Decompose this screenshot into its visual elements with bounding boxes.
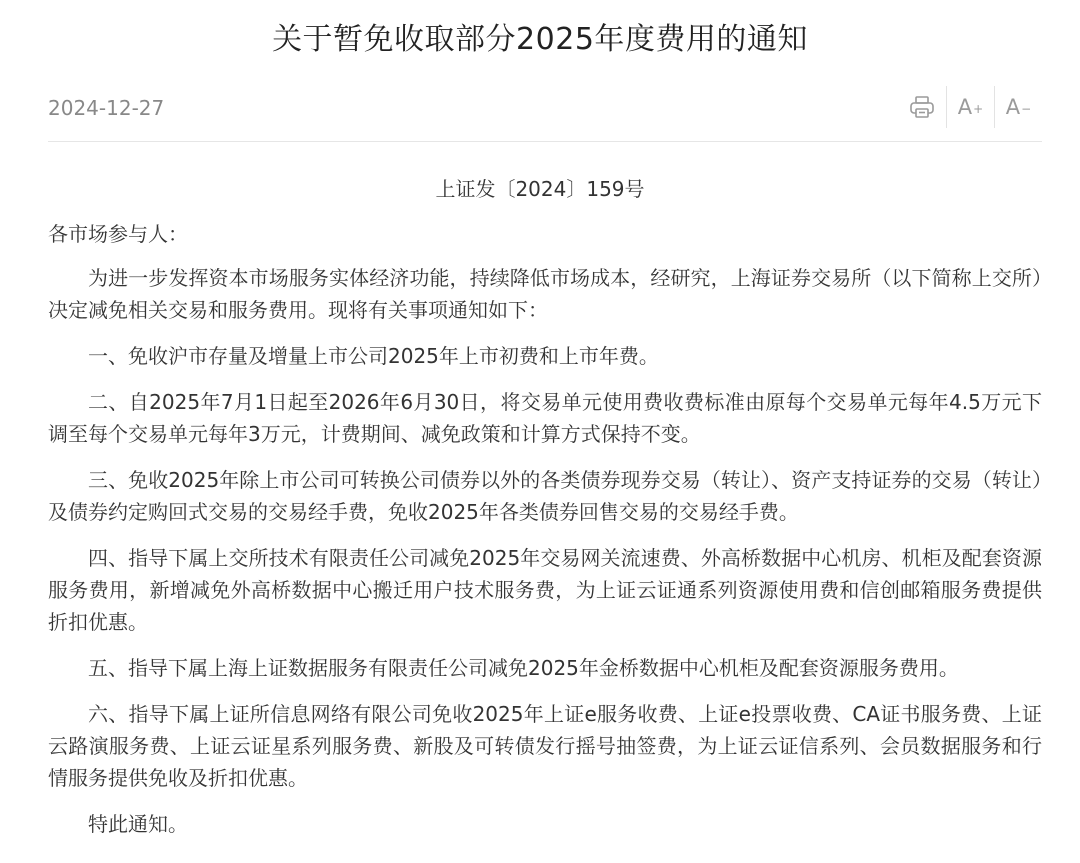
printer-icon [909,95,935,119]
salutation: 各市场参与人： [48,222,188,246]
notice-item: 五、指导下属上海上证数据服务有限责任公司减免2025年金桥数据中心机柜及配套资源服务费用。 [88,656,959,680]
notice-item: 四、指导下属上交所技术有限责任公司减免2025年交易网关流速费、外高桥数据中心机房、机柜及配套资源服务费用，新增减免外高桥数据中心搬迁用户技术服务费，为上证云证通系列资源使用费和信创邮箱服务费提供折扣优惠。 [48,546,1042,634]
notice-item: 六、指导下属上证所信息网络有限公司免收2025年上证e服务收费、上证e投票收费、CA证书服务费、上证云路演服务费、上证云证星系列服务费、新股及可转债发行摇号抽签费，为上证云证信系列、会员数据服务和行情服务提供免收及折扣优惠。 [48,702,1042,790]
notice-item: 一、免收沪市存量及增量上市公司2025年上市初费和上市年费。 [88,344,659,368]
document-number: 上证发〔2024〕159号 [435,177,645,201]
article-toolbar [898,86,1042,128]
plus-icon: + [973,102,984,116]
closing-line: 特此通知。 [88,812,188,836]
notice-item: 三、免收2025年除上市公司可转换公司债券以外的各类债券现券交易（转让）、资产支持证券的交易（转让）及债券约定购回式交易的交易经手费，免收2025年各类债券回售交易的交易经手费。 [48,468,1042,524]
article-body [48,218,1042,854]
font-increase-button[interactable] [946,86,994,128]
minus-icon: − [1021,102,1032,116]
font-decrease-letter: A [1005,95,1021,119]
intro-paragraph: 为进一步发挥资本市场服务实体经济功能，持续降低市场成本，经研究，上海证券交易所（以下简称上交所）决定减免相关交易和服务费用。现将有关事项通知如下： [48,266,1042,322]
notice-item: 二、自2025年7月1日起至2026年6月30日，将交易单元使用费收费标准由原每个交易单元每年4.5万元下调至每个交易单元每年3万元，计费期间、减免政策和计算方式保持不变。 [48,390,1042,446]
font-decrease-button[interactable] [994,86,1042,128]
print-button[interactable] [898,86,946,128]
article-meta-bar [48,92,1042,142]
publish-date: 2024-12-27 [48,96,165,120]
article-title: 关于暂免收取部分2025年度费用的通知 [272,22,808,57]
font-increase-letter: A [957,95,973,119]
